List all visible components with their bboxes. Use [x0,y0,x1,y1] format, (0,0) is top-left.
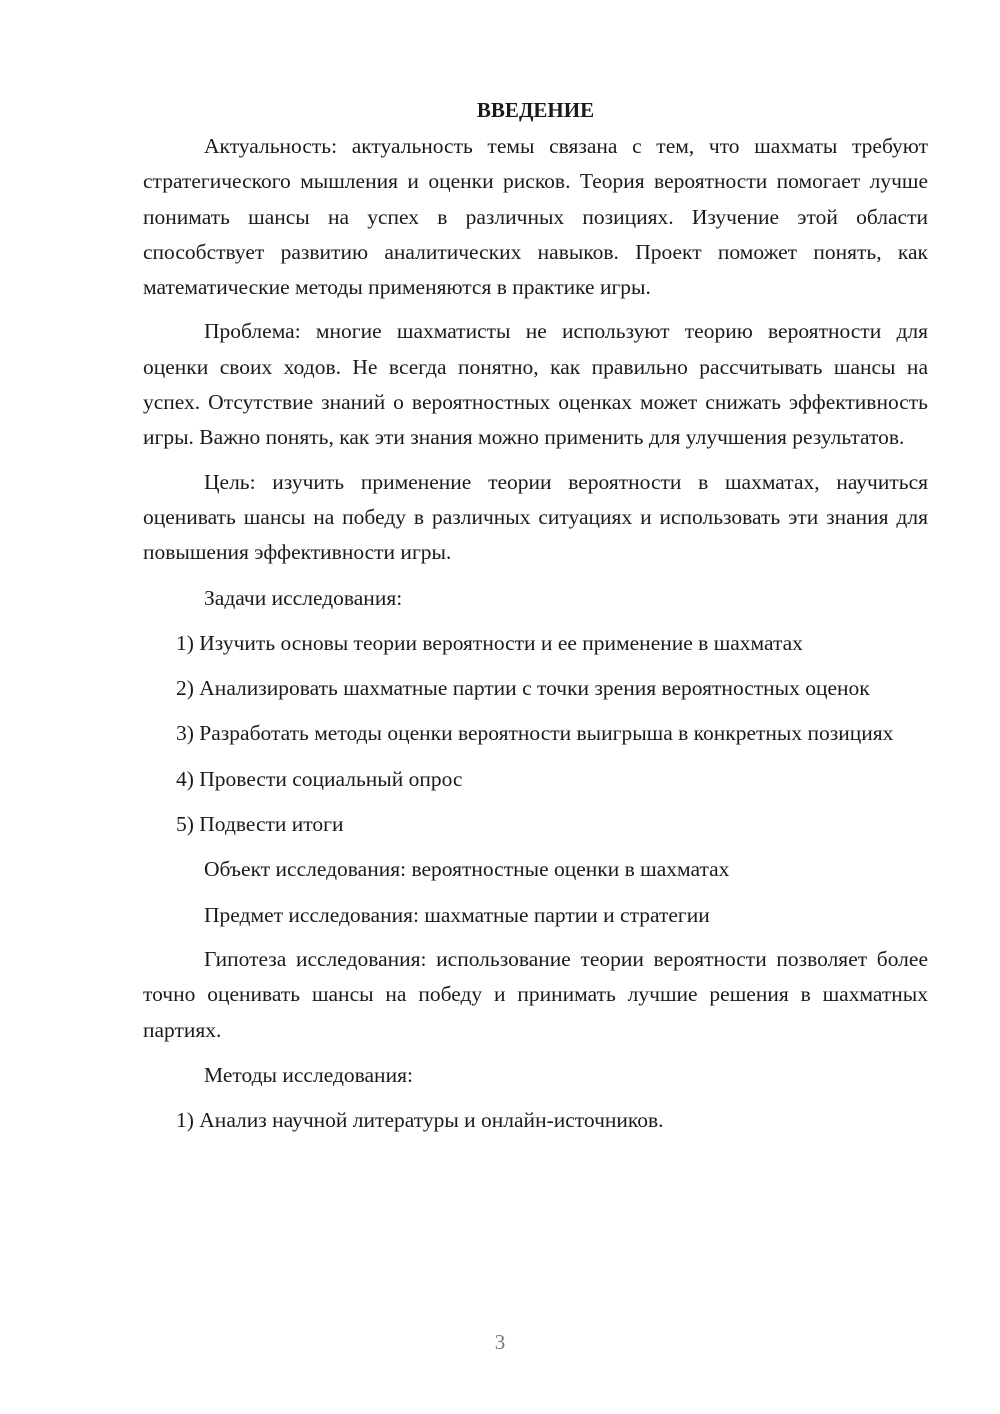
tasks-heading: Задачи исследования: [204,585,403,610]
section-title: ВВЕДЕНИЕ [476,98,595,122]
methods-heading: Методы исследования: [204,1062,413,1087]
task-item-5: 5) Подвести итоги [176,812,344,837]
task-item-1: 1) Изучить основы теории вероятности и ее применение в шахматах [176,630,803,655]
task-item-4: 4) Провести социальный опрос [176,766,463,791]
document-page [143,92,928,1138]
relevance-paragraph: Актуальность: актуальность темы связана с тем, что шахматы требуют стратегического мышления и оценки рисков. Теория вероятности помогает лучше понимать шансы на успех в различных позициях. Изучение этой области способствует развитию аналитических навыков. Проект поможет понять, как математические методы применяются в практике игры. [143,134,928,300]
task-item-2: 2) Анализировать шахматные партии с точки зрения вероятностных оценок [176,676,870,701]
goal-paragraph: Цель: изучить применение теории вероятности в шахматах, научиться оценивать шансы на победу в различных ситуациях и использовать эти знания для повышения эффективности игры. [143,469,928,565]
task-item-3: 3) Разработать методы оценки вероятности выигрыша в конкретных позициях [176,721,894,746]
hypothesis-paragraph: Гипотеза исследования: использование теории вероятности позволяет более точно оценивать шансы на победу и принимать лучшие решения в шахматных партиях. [143,946,928,1042]
problem-paragraph: Проблема: многие шахматисты не используют теорию вероятности для оценки своих ходов. Не всегда понятно, как правильно рассчитывать шансы на успех. Отсутствие знаний о вероятностных оценках может снижать эффективность игры. Важно понять, как эти знания можно применить для улучшения результатов. [143,319,928,450]
method-item-1: 1) Анализ научной литературы и онлайн-источников. [176,1108,664,1133]
page-number: 3 [494,1330,506,1354]
research-subject: Предмет исследования: шахматные партии и стратегии [204,902,710,927]
research-object: Объект исследования: вероятностные оценки в шахматах [204,857,730,882]
